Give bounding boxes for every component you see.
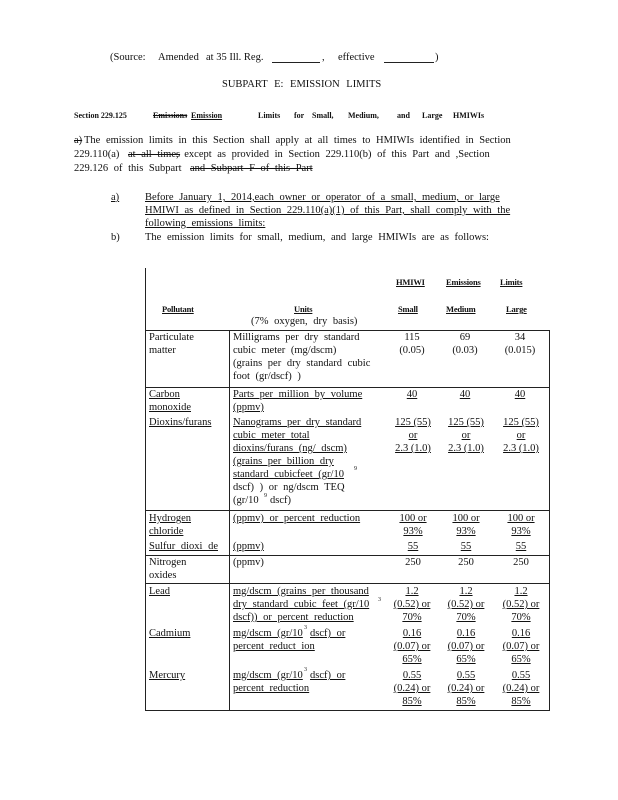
value-small: 40 — [406, 389, 418, 400]
value-medium: 0.55 — [456, 670, 476, 681]
group-header: Emissions — [446, 277, 481, 287]
row-divider — [145, 583, 550, 584]
col-header-units: Units — [294, 304, 313, 314]
value-small: (0.05) — [399, 345, 425, 356]
value-medium: 70% — [456, 612, 476, 623]
units-text: (ppmv) — [233, 402, 264, 413]
value-medium: 250 — [458, 557, 474, 568]
exponent: 3 — [378, 597, 381, 603]
exponent: 3 — [304, 667, 307, 673]
value-small: 125 (55) — [395, 417, 431, 428]
units-text: percent reduction — [233, 683, 310, 694]
value-small: 2.3 (1.0) — [395, 443, 431, 454]
section-number: Section 229.125 — [74, 111, 127, 120]
title-word: Small, — [312, 111, 334, 120]
col-header-units-sub: (7% oxygen, dry basis) — [251, 316, 358, 327]
value-small: 93% — [403, 526, 423, 537]
value-medium: 55 — [460, 541, 472, 552]
table-border-bottom — [145, 710, 550, 711]
list-label: b) — [111, 232, 120, 243]
value-large: 40 — [514, 389, 526, 400]
value-small: (0.24) or — [393, 683, 431, 694]
units-text: mg/dscm (grains per thousand — [233, 586, 369, 597]
value-small: 70% — [402, 612, 422, 623]
pollutant-name: Particulate — [149, 332, 194, 343]
value-large: 34 — [514, 332, 526, 343]
row-divider — [145, 330, 550, 331]
value-large: (0.52) or — [502, 599, 540, 610]
source-comma: , — [322, 52, 325, 63]
list-line: following emissions limits: — [145, 218, 266, 229]
value-medium: 69 — [459, 332, 471, 343]
units-text: dioxins/furans (ng/ dscm) — [233, 443, 347, 454]
effective-blank — [384, 62, 434, 63]
value-large: 55 — [515, 541, 527, 552]
units-text: cubic meter (mg/dscm) — [233, 345, 337, 356]
value-small: 85% — [402, 696, 422, 707]
exponent: 3 — [304, 625, 307, 631]
value-large: 100 or — [507, 513, 535, 524]
para-line-2a: 229.110(a) — [74, 149, 120, 160]
units-text: standard cubicfeet (gr/10 — [233, 469, 344, 480]
units-text: Milligrams per dry standard — [233, 332, 360, 343]
units-text: dscf)) or percent reduction — [233, 612, 354, 623]
source-prefix: (Source: — [110, 52, 146, 63]
units-text: foot (gr/dscf) ) — [233, 371, 301, 382]
value-medium: or — [461, 430, 471, 441]
value-large: 65% — [511, 654, 531, 665]
value-small: 65% — [402, 654, 422, 665]
value-medium: 40 — [459, 389, 471, 400]
pollutant-name: monoxide — [149, 402, 191, 413]
title-word-new: Emission — [191, 111, 223, 120]
value-large: 125 (55) — [503, 417, 539, 428]
value-large: 70% — [511, 612, 531, 623]
para-line-2-struck: at all times — [128, 149, 181, 160]
value-large: 250 — [513, 557, 529, 568]
para-line-3a: 229.126 of this Subpart — [74, 163, 182, 174]
list-line: The emission limits for small, medium, and large HMIWIs are as follows: — [145, 232, 489, 243]
value-large: (0.24) or — [502, 683, 540, 694]
value-medium: (0.07) or — [447, 641, 485, 652]
list-label: a) — [111, 192, 120, 203]
value-small: 250 — [405, 557, 421, 568]
col-header-pollutant: Pollutant — [162, 304, 194, 314]
exponent: 9 — [354, 466, 357, 472]
row-divider — [145, 387, 550, 388]
units-text: dscf) ) or ng/dscm TEQ — [233, 482, 345, 493]
title-word: for — [294, 111, 305, 120]
group-header: Limits — [500, 277, 523, 287]
value-large: 0.55 — [511, 670, 531, 681]
title-word: Medium, — [348, 111, 379, 120]
value-large: 85% — [511, 696, 531, 707]
col-header-large: Large — [506, 304, 527, 314]
pollutant-name: Nitrogen — [149, 557, 187, 568]
para-line-3-struck: and Subpart F of this Part — [190, 163, 313, 174]
title-word: HMIWIs — [453, 111, 485, 120]
pollutant-name: Cadmium — [149, 628, 191, 639]
value-large: (0.07) or — [502, 641, 540, 652]
value-small: 0.55 — [402, 670, 422, 681]
units-text: (grains per dry standard cubic — [233, 358, 371, 369]
units-text: dry standard cubic feet (gr/10 — [233, 599, 370, 610]
units-text: dscf) or — [310, 670, 346, 681]
exponent: 9 — [264, 493, 267, 499]
pollutant-name: Hydrogen — [149, 513, 191, 524]
list-line: Before January 1, 2014,each owner or operator of a small, medium, or large — [145, 192, 500, 203]
value-medium: 93% — [456, 526, 476, 537]
struck-label: a) — [74, 135, 83, 146]
units-text: (ppmv) — [233, 541, 264, 552]
units-text: dscf) or — [310, 628, 346, 639]
value-small: (0.07) or — [393, 641, 431, 652]
value-large: or — [516, 430, 526, 441]
group-header: HMIWI — [396, 277, 425, 287]
source-amended: Amended — [158, 52, 199, 63]
value-small: or — [408, 430, 418, 441]
table-border-left — [145, 268, 146, 711]
pollutant-name: Dioxins/furans — [149, 417, 212, 428]
value-small: 100 or — [399, 513, 427, 524]
source-close: ) — [435, 52, 439, 63]
value-medium: 100 or — [452, 513, 480, 524]
units-text: (grains per billion dry — [233, 456, 334, 467]
value-medium: 85% — [456, 696, 476, 707]
col-header-small: Small — [398, 304, 418, 314]
pollutant-name: matter — [149, 345, 176, 356]
title-word: Limits — [258, 111, 281, 120]
value-medium: 0.16 — [456, 628, 476, 639]
value-large: (0.015) — [504, 345, 536, 356]
source-reg: at 35 Ill. Reg. — [206, 52, 264, 63]
row-divider — [145, 510, 550, 511]
value-small: 55 — [407, 541, 419, 552]
value-large: 1.2 — [514, 586, 528, 597]
units-text: (ppmv) — [233, 557, 264, 568]
pollutant-name: Sulfur dioxi de — [149, 541, 218, 552]
units-text: mg/dscm (gr/10 — [233, 670, 303, 681]
value-large: 2.3 (1.0) — [503, 443, 539, 454]
pollutant-name: chloride — [149, 526, 184, 537]
units-text: cubic meter total — [233, 430, 310, 441]
para-line-2b: , except as provided in Section 229.110(b) of this Part and ,Section — [176, 149, 490, 160]
title-word-struck: Emissions — [153, 111, 188, 120]
value-small: (0.52) or — [393, 599, 431, 610]
value-medium: 125 (55) — [448, 417, 484, 428]
pollutant-name: oxides — [149, 570, 177, 581]
reg-blank — [272, 62, 320, 63]
value-medium: (0.24) or — [447, 683, 485, 694]
value-small: 115 — [404, 332, 420, 343]
value-medium: 2.3 (1.0) — [448, 443, 484, 454]
list-line: HMIWI as defined in Section 229.110(a)(1) of this Part, shall comply with the — [145, 205, 511, 216]
value-small: 1.2 — [405, 586, 419, 597]
title-word: and — [397, 111, 410, 120]
subpart-heading: SUBPART E: EMISSION LIMITS — [222, 79, 382, 90]
value-medium: (0.52) or — [447, 599, 485, 610]
value-large: 0.16 — [511, 628, 531, 639]
units-text: Nanograms per dry standard — [233, 417, 362, 428]
units-text: mg/dscm (gr/10 — [233, 628, 303, 639]
value-medium: 1.2 — [459, 586, 473, 597]
title-word: Large — [422, 111, 443, 120]
value-small: 0.16 — [402, 628, 422, 639]
units-text: Parts per million by volume — [233, 389, 363, 400]
value-medium: (0.03) — [452, 345, 478, 356]
value-medium: 65% — [456, 654, 476, 665]
units-text: percent reduct ion — [233, 641, 315, 652]
para-line-1: The emission limits in this Section shall apply at all times to HMIWIs identified in Section — [84, 135, 511, 146]
source-effective: effective — [338, 52, 375, 63]
pollutant-name: Mercury — [149, 670, 186, 681]
pollutant-name: Carbon — [149, 389, 180, 400]
units-text: (ppmv) or percent reduction — [233, 513, 361, 524]
units-text: dscf) — [270, 495, 291, 506]
row-divider — [145, 555, 550, 556]
units-text: (gr/10 — [233, 495, 259, 506]
pollutant-name: Lead — [149, 586, 170, 597]
value-large: 93% — [511, 526, 531, 537]
col-header-medium: Medium — [446, 304, 476, 314]
